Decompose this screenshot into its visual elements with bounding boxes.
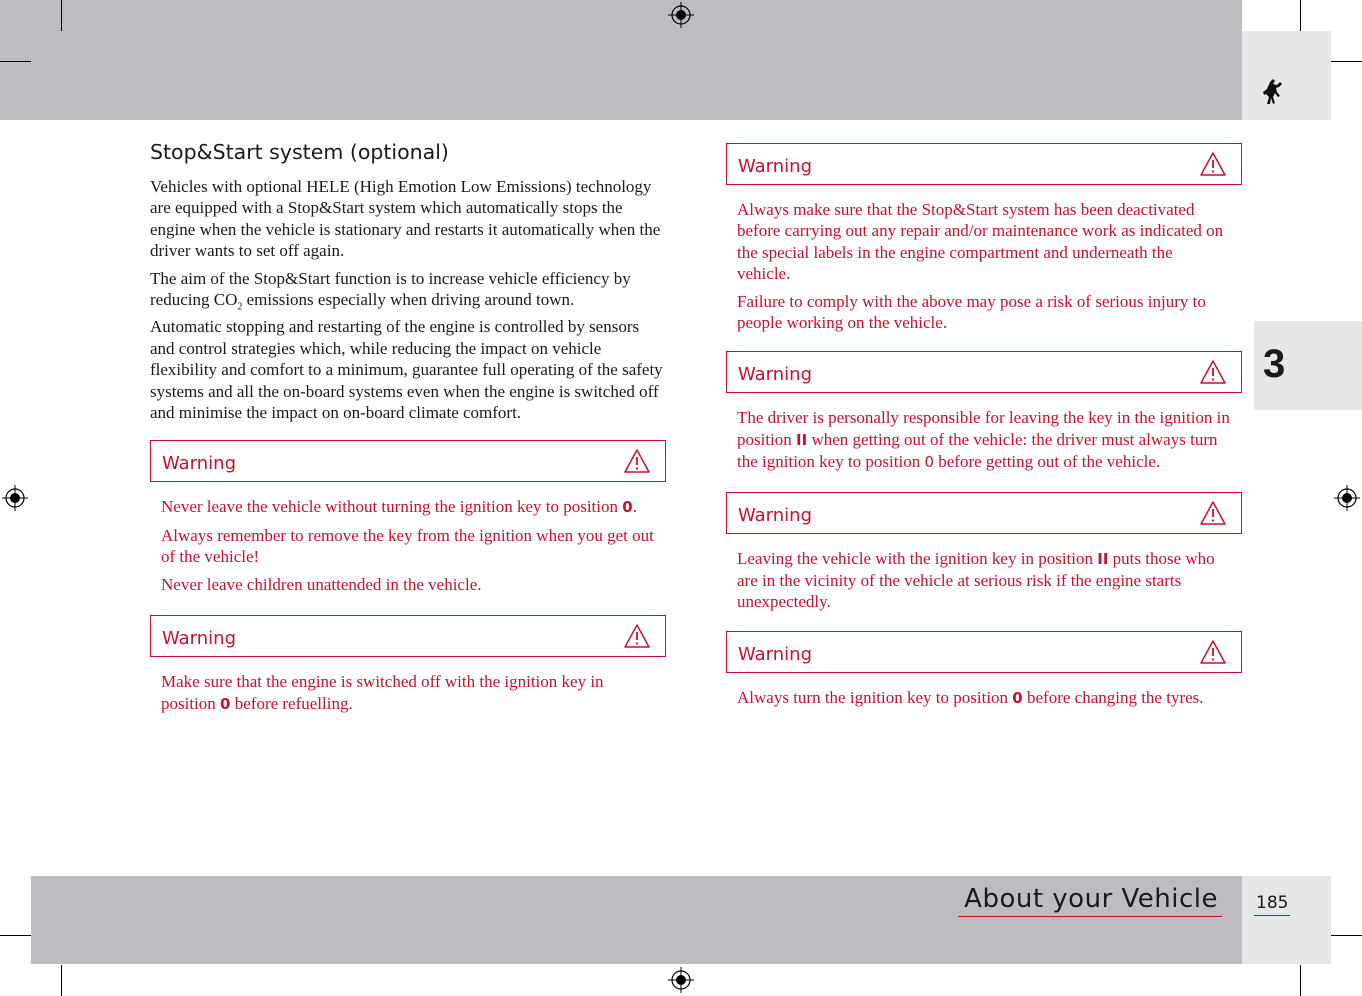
warning-title: Warning: [738, 643, 813, 665]
warning-text: Always make sure that the Stop&Start system has been deactivated before carrying out any repair and/or maintenance work as indicated on the special labels in the engine compartment and underneath the vehicle.: [737, 200, 1224, 284]
header-logo-tab: [1242, 31, 1331, 120]
warning-header: [726, 492, 1242, 534]
warning-header: [726, 143, 1242, 185]
registration-mark-icon: [1334, 485, 1360, 511]
warning-text: The driver is personally responsible for leaving the key in the ignition in position II when getting out of the vehicle: the driver must always turn the ignition key to position 0 before getting out of the vehicle.: [737, 408, 1230, 472]
warning-box: [726, 631, 1242, 709]
header-band: [0, 0, 1242, 120]
warning-triangle-icon: [1199, 359, 1227, 385]
warning-triangle-icon: [1199, 500, 1227, 526]
warning-box: [726, 143, 1242, 333]
warning-text: Failure to comply with the above may pose a risk of serious injury to people working on the vehicle.: [737, 291, 1206, 333]
warning-text: Make sure that the engine is switched off with the ignition key in position 0 before refuelling.: [161, 672, 604, 713]
page-number: 185: [1254, 893, 1290, 916]
warning-title: Warning: [162, 628, 237, 650]
crop-mark: [0, 935, 31, 936]
warning-box: [150, 615, 666, 715]
warning-title: Warning: [162, 453, 237, 475]
warning-box: [726, 351, 1242, 473]
warning-body: [726, 534, 1242, 613]
registration-mark-icon: [668, 2, 694, 28]
warning-triangle-icon: [1199, 151, 1227, 177]
footer-section-title: About your Vehicle: [958, 884, 1222, 917]
warning-triangle-icon: [623, 448, 651, 474]
warning-text: Leaving the vehicle with the ignition key in position II puts those who are in the vicinity of the vehicle at serious risk if the engine starts unexpectedly.: [737, 548, 1215, 612]
crop-mark: [61, 965, 62, 996]
crop-mark: [1300, 965, 1301, 996]
right-column: [726, 143, 1242, 727]
chapter-number: 3: [1263, 342, 1286, 386]
prancing-horse-logo-icon: [1258, 76, 1286, 108]
warning-box: [150, 440, 666, 595]
footer-page-tab: [1242, 876, 1331, 964]
crop-mark: [61, 0, 62, 31]
warning-text: Always turn the ignition key to position 0 before changing the tyres.: [737, 687, 1204, 707]
crop-mark: [1331, 61, 1362, 62]
crop-mark: [1300, 0, 1301, 31]
left-column: [150, 140, 666, 721]
warning-header: [726, 351, 1242, 393]
warning-header: [726, 631, 1242, 673]
registration-mark-icon: [668, 967, 694, 993]
crop-mark: [0, 61, 31, 62]
warning-body: [150, 482, 666, 595]
warning-title: Warning: [738, 504, 813, 526]
section-title: Stop&Start system (optional): [150, 140, 449, 164]
body-paragraph: Vehicles with optional HELE (High Emotion Low Emissions) technology are equipped with a Stop&Start system which automatically stops the engine when the vehicle is stationary and restarts it automatically when the driver wants to set off again.: [150, 177, 661, 261]
warning-title: Warning: [738, 156, 813, 177]
warning-triangle-icon: [623, 623, 651, 649]
warning-triangle-icon: [1199, 639, 1227, 665]
warning-box: [726, 492, 1242, 613]
warning-text: Always remember to remove the key from the ignition when you get out of the vehicle!: [161, 525, 654, 567]
warning-body: [726, 673, 1242, 709]
warning-body: [726, 393, 1242, 473]
registration-mark-icon: [2, 485, 28, 511]
warning-text: Never leave children unattended in the vehicle.: [161, 574, 482, 594]
warning-body: [150, 657, 666, 715]
warning-title: Warning: [738, 364, 813, 386]
warning-header: [150, 440, 666, 482]
warning-text: Never leave the vehicle without turning the ignition key to position 0.: [161, 497, 637, 517]
body-paragraph: Automatic stopping and restarting of the engine is controlled by sensors and control strategies which, while reducing the impact on vehicle flexibility and comfort to a minimum, guarantee full operating of the safety systems and all the on-board systems even when the engine is switched off and minimise the impact on on-board climate comfort.: [150, 317, 663, 423]
warning-body: [726, 185, 1242, 333]
warning-header: [150, 615, 666, 657]
body-paragraph: The aim of the Stop&Start function is to increase vehicle efficiency by reducing $CO_2$ emissions especially when driving around town.: [150, 268, 631, 313]
crop-mark: [1331, 935, 1362, 936]
